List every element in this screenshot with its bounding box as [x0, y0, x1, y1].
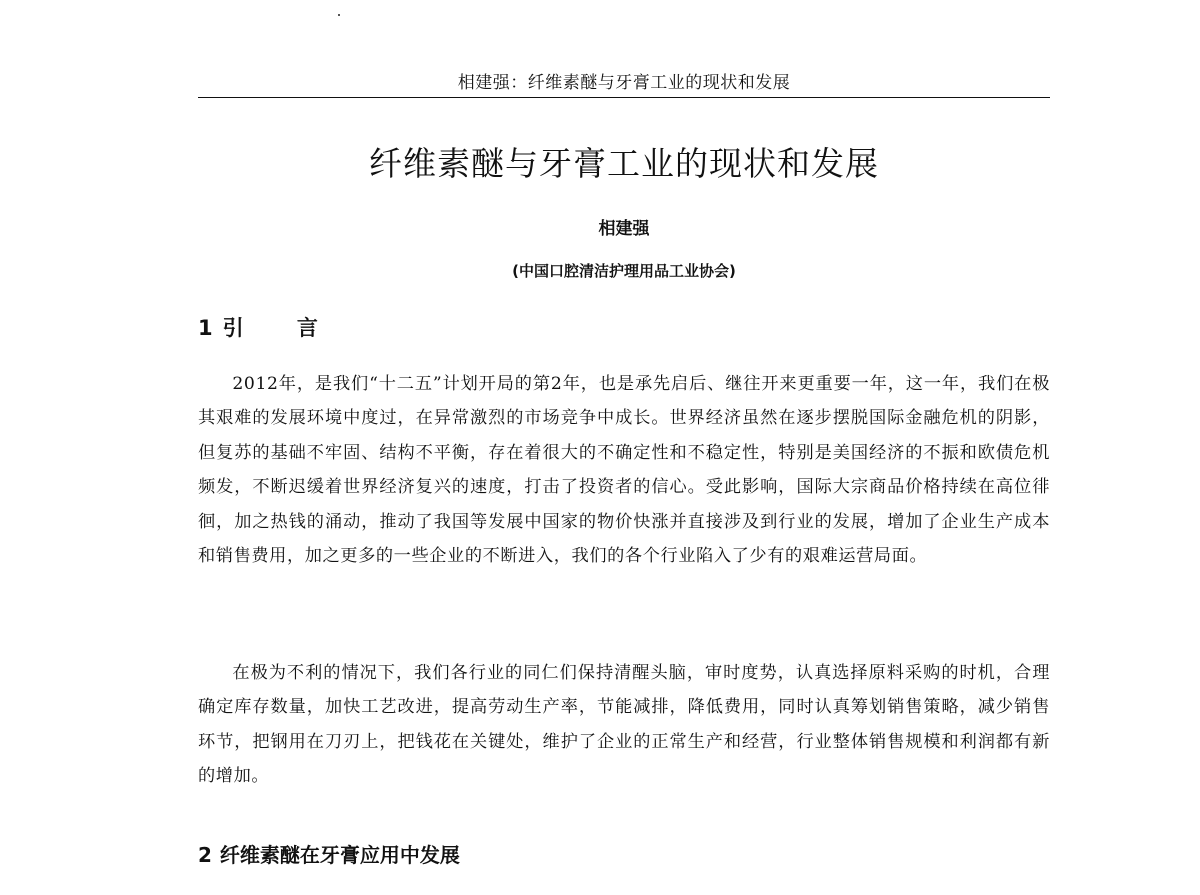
- paper-title: 纤维素醚与牙膏工业的现状和发展: [369, 144, 879, 183]
- section-heading-introduction: [198, 310, 336, 346]
- section-title: 纤维素醚在牙膏应用中发展: [219, 843, 460, 867]
- section-title: 引 言: [222, 316, 336, 340]
- scan-speck: [338, 14, 340, 16]
- body-paragraph: 2012年，是我们“十二五”计划开局的第2年，也是承先启后、继往开来更重要一年，这一年，我们在极其艰难的发展环境中度过，在异常激烈的市场竞争中成长。世界经济虽然在逐步摆脱国际金融危机的阴影，但复苏的基础不牢固、结构不平衡，存在着很大的不确定性和不稳定性，特别是美国经济的不振和欧债危机频发，不断迟缓着世界经济复兴的速度，打击了投资者的信心。受此影响，国际大宗商品价格持续在高位徘徊，加之热钱的涌动，推动了我国等发展中国家的物价快涨并直接涉及到行业的发展，增加了企业生产成本和销售费用，加之更多的一些企业的不断进入，我们的各个行业陷入了少有的艰难运营局面。: [198, 374, 1050, 567]
- author-name: 相建强: [598, 219, 650, 239]
- section-heading-cellulose-ether: [198, 837, 460, 873]
- running-header: 相建强：纤维素醚与牙膏工业的现状和发展: [457, 73, 791, 93]
- body-paragraph: 在极为不利的情况下，我们各行业的同仁们保持清醒头脑，审时度势，认真选择原料采购的时机，合理确定库存数量，加快工艺改进，提高劳动生产率，节能减排，降低费用，同时认真筹划销售策略，减少销售环节，把钢用在刀刃上，把钱花在关键处，维护了企业的正常生产和经营，行业整体销售规模和利润都有新的增加。: [198, 663, 1050, 787]
- section-number: 1: [198, 316, 213, 340]
- header-rule: [198, 97, 1050, 98]
- section-number: 2: [198, 843, 212, 867]
- author-affiliation: (中国口腔清洁护理用品工业协会): [512, 262, 736, 280]
